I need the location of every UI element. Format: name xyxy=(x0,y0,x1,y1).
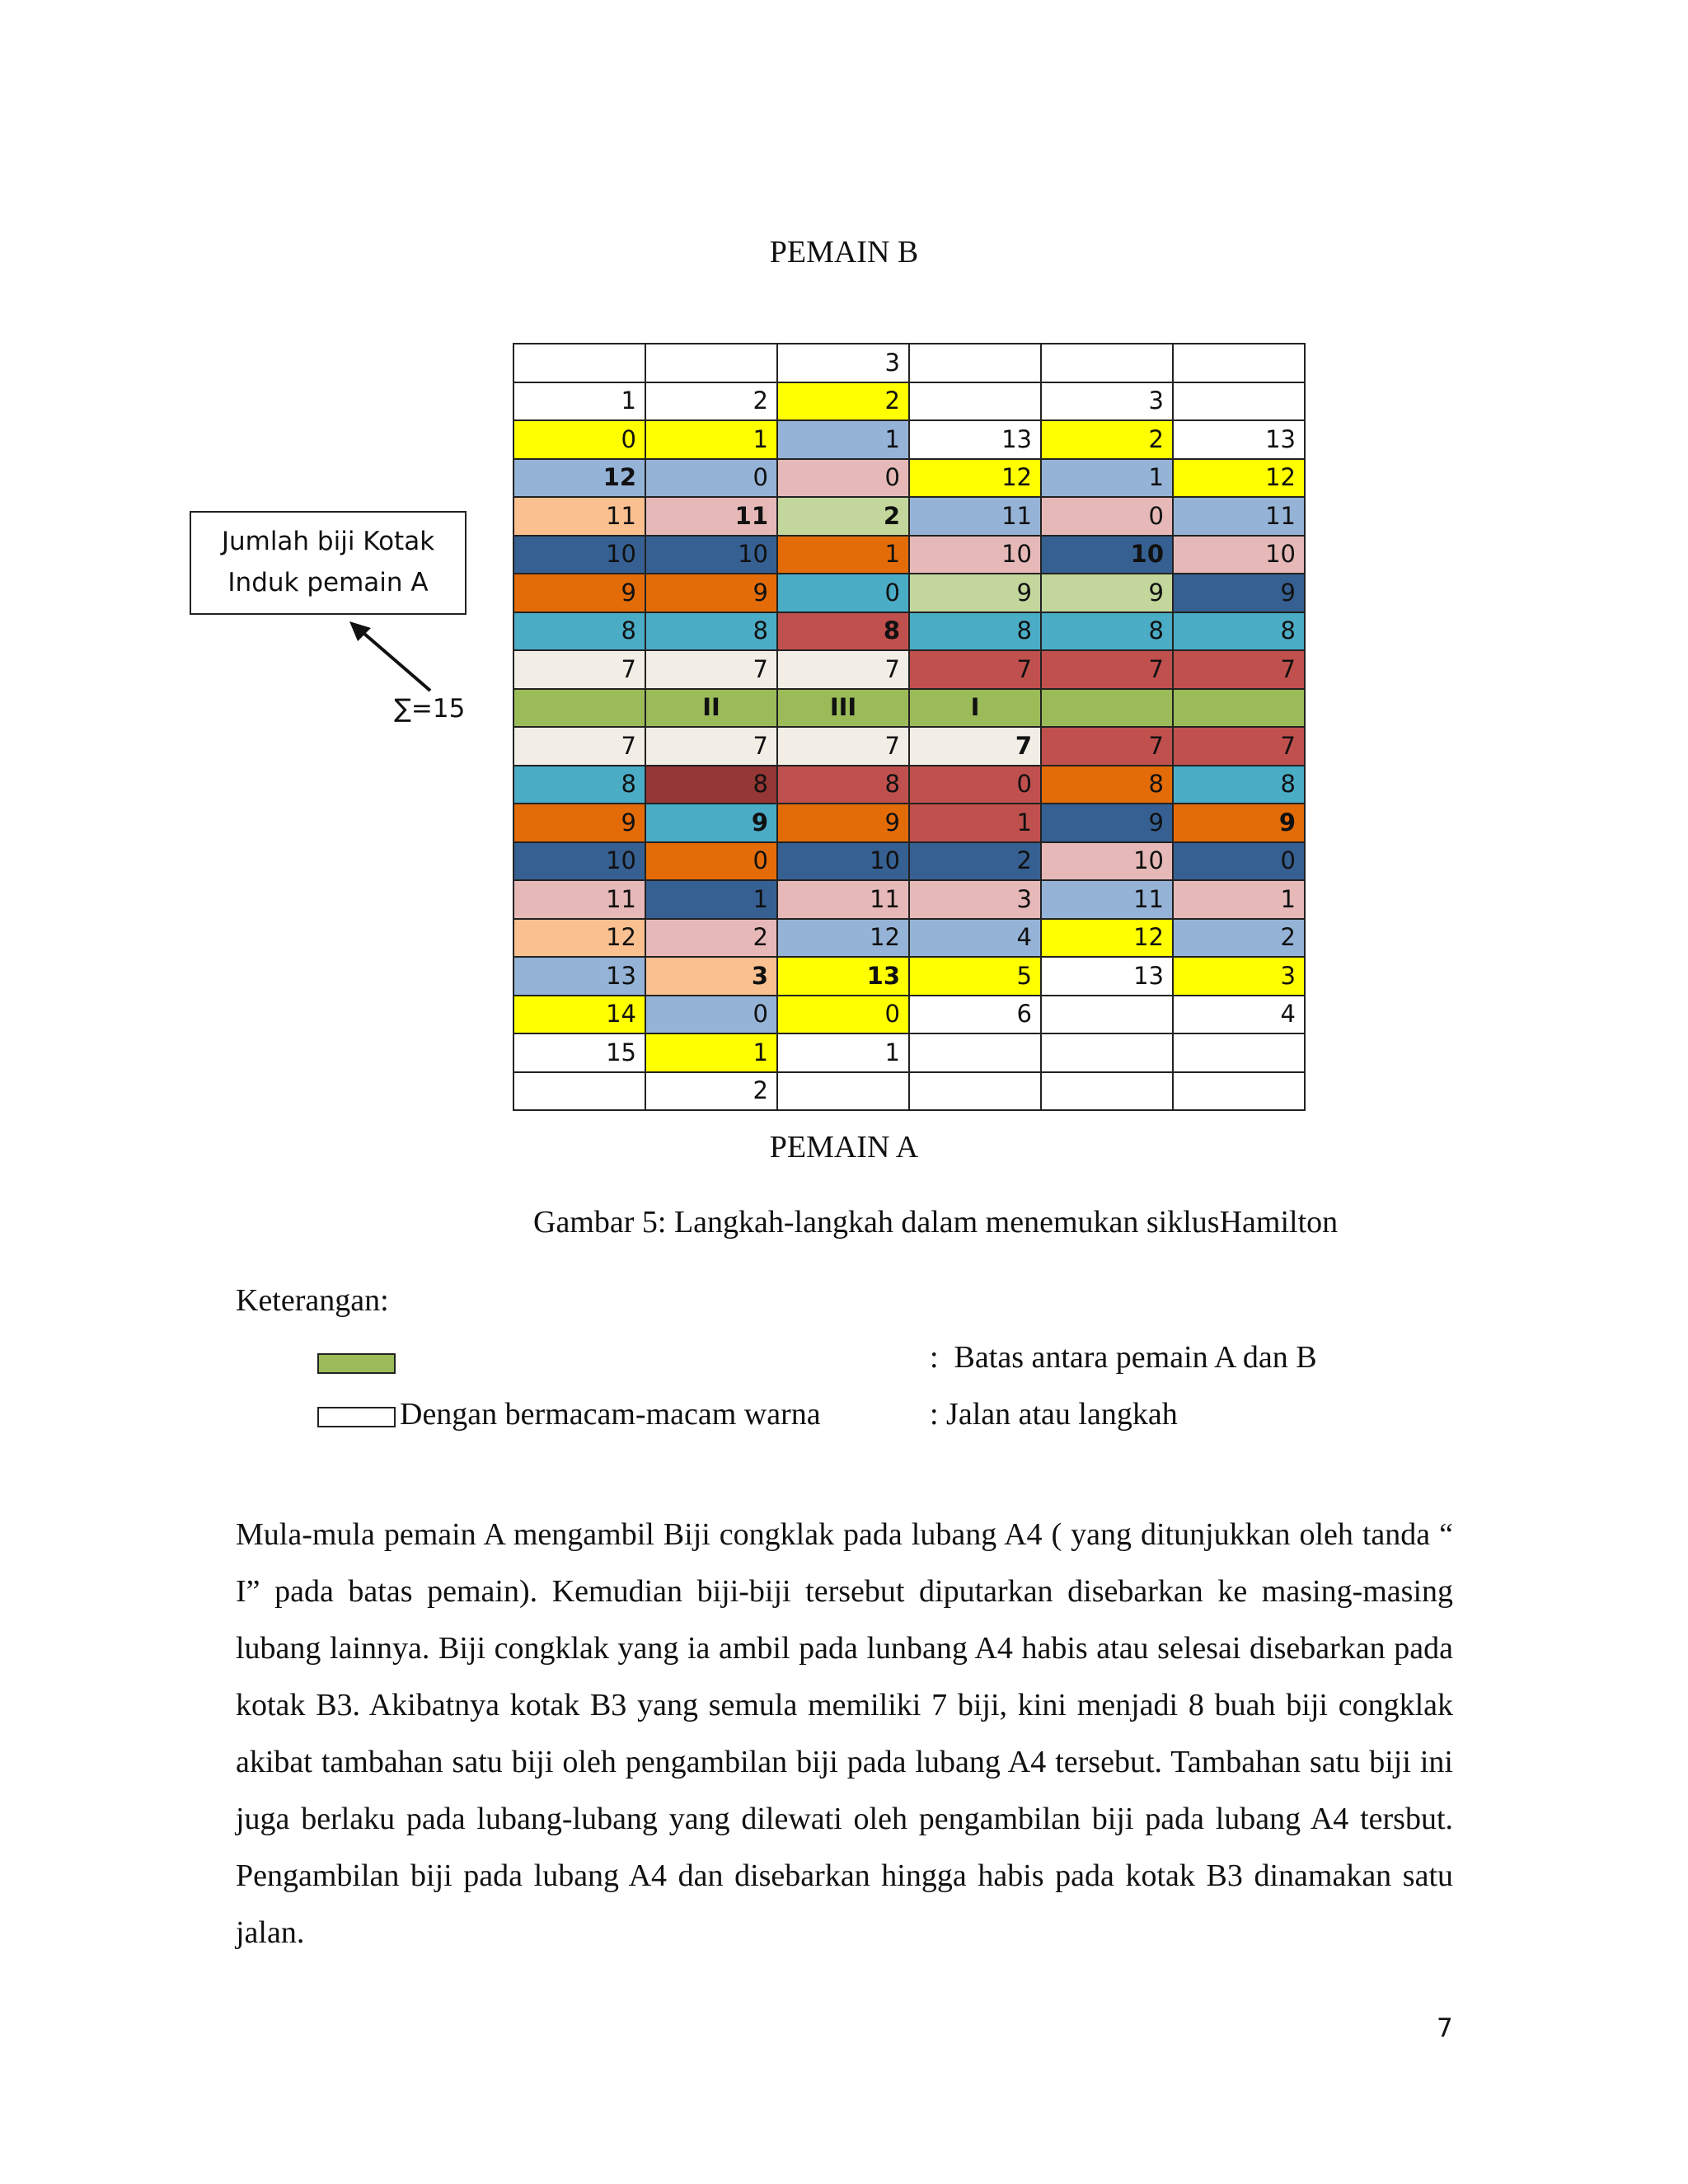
table-row xyxy=(513,766,1305,804)
table-cell: 8 xyxy=(909,612,1041,651)
table-cell: 9 xyxy=(645,574,777,612)
table-cell: 1 xyxy=(645,880,777,919)
table-cell: 0 xyxy=(1041,497,1173,536)
table-row xyxy=(513,650,1305,689)
table-cell: 10 xyxy=(909,536,1041,574)
table-cell xyxy=(777,1072,909,1111)
legend-green-swatch xyxy=(317,1353,396,1374)
table-cell xyxy=(1041,996,1173,1034)
table-row xyxy=(513,382,1305,421)
table-cell xyxy=(909,1033,1041,1072)
table-cell: 3 xyxy=(777,344,909,382)
table-row xyxy=(513,804,1305,842)
table-cell: 0 xyxy=(777,996,909,1034)
table-cell: 8 xyxy=(1173,612,1305,651)
table-cell: 1 xyxy=(909,804,1041,842)
table-cell: 8 xyxy=(1041,766,1173,804)
arrow-up-left-icon xyxy=(346,620,445,702)
table-cell: 11 xyxy=(1041,880,1173,919)
table-row xyxy=(513,612,1305,651)
table-cell: 8 xyxy=(1173,766,1305,804)
table-cell: 7 xyxy=(1173,650,1305,689)
table-cell xyxy=(909,344,1041,382)
table-row xyxy=(513,727,1305,766)
mother-store-box xyxy=(190,511,467,615)
table-cell: 7 xyxy=(777,727,909,766)
table-cell: 10 xyxy=(1173,536,1305,574)
table-cell: 11 xyxy=(1173,497,1305,536)
table-cell xyxy=(1173,1072,1305,1111)
table-cell: 2 xyxy=(1041,420,1173,459)
table-cell: 12 xyxy=(1173,459,1305,498)
table-cell: 7 xyxy=(645,727,777,766)
legend-white-description: : Jalan atau langkah xyxy=(930,1397,1178,1432)
table-cell: 1 xyxy=(645,420,777,459)
mother-store-label-line2: Induk pemain A xyxy=(227,568,429,598)
table-cell: 14 xyxy=(513,996,645,1034)
table-cell: 0 xyxy=(645,996,777,1034)
table-cell: 0 xyxy=(513,420,645,459)
player-b-heading: PEMAIN B xyxy=(769,235,919,269)
table-cell xyxy=(1173,382,1305,421)
table-cell xyxy=(645,344,777,382)
player-a-heading: PEMAIN A xyxy=(769,1130,919,1165)
table-cell: 13 xyxy=(513,957,645,996)
table-row xyxy=(513,957,1305,996)
table-cell: 1 xyxy=(645,1033,777,1072)
table-cell: 0 xyxy=(1173,842,1305,881)
table-cell: 2 xyxy=(777,497,909,536)
body-paragraph: Mula-mula pemain A mengambil Biji congklak pada lubang A4 ( yang ditunjukkan oleh tanda “ I” pada batas pemain). Kemudian biji-biji tersebut diputarkan disebarkan ke masing-masing lubang lainnya. Biji congklak yang ia ambil pada lunbang A4 habis atau selesai disebarkan pada kotak B3. Akibatnya kotak B3 yang semula memiliki 7 biji, kini menjadi 8 buah biji congklak akibat tambahan satu biji oleh pengambilan biji pada lubang A4 tersebut. Tambahan satu biji ini juga berlaku pada lubang-lubang yang dilewati oleh pengambilan biji pada lubang A4 tersbut. Pengambilan biji pada lubang A4 dan disebarkan hingga habis pada kotak B3 dinamakan satu jalan. xyxy=(236,1517,1453,1950)
table-cell: 9 xyxy=(777,804,909,842)
table-row xyxy=(513,1033,1305,1072)
table-cell: 13 xyxy=(777,957,909,996)
table-cell: 7 xyxy=(1041,650,1173,689)
table-cell: 10 xyxy=(1041,842,1173,881)
table-row xyxy=(513,996,1305,1034)
table-cell: 3 xyxy=(1173,957,1305,996)
table-cell: 1 xyxy=(777,1033,909,1072)
legend-white-label: Dengan bermacam-macam warna xyxy=(400,1397,821,1432)
table-cell: 9 xyxy=(513,574,645,612)
table-cell: 13 xyxy=(1173,420,1305,459)
table-cell: 9 xyxy=(1173,804,1305,842)
table-cell: 9 xyxy=(1041,574,1173,612)
table-cell: 12 xyxy=(1041,919,1173,958)
table-cell: 9 xyxy=(1173,574,1305,612)
table-row xyxy=(513,574,1305,612)
table-cell: 0 xyxy=(777,574,909,612)
table-cell: 2 xyxy=(645,1072,777,1111)
table-cell xyxy=(1173,344,1305,382)
table-cell: 3 xyxy=(1041,382,1173,421)
legend-green-description: : Batas antara pemain A dan B xyxy=(930,1340,1317,1375)
table-cell: 8 xyxy=(1041,612,1173,651)
table-cell: I xyxy=(909,689,1041,728)
table-cell: II xyxy=(645,689,777,728)
table-cell: 2 xyxy=(1173,919,1305,958)
table-cell: 1 xyxy=(1173,880,1305,919)
table-cell: 5 xyxy=(909,957,1041,996)
table-row xyxy=(513,536,1305,574)
table-cell: 1 xyxy=(513,382,645,421)
table-cell: III xyxy=(777,689,909,728)
table-cell: 7 xyxy=(909,650,1041,689)
table-row xyxy=(513,919,1305,958)
table-cell: 2 xyxy=(777,382,909,421)
table-cell: 1 xyxy=(777,420,909,459)
table-row xyxy=(513,344,1305,382)
table-row xyxy=(513,842,1305,881)
table-cell: 7 xyxy=(777,650,909,689)
legend-white-swatch xyxy=(317,1407,396,1427)
table-row xyxy=(513,1072,1305,1111)
table-cell: 10 xyxy=(513,536,645,574)
table-cell: 13 xyxy=(909,420,1041,459)
table-cell: 12 xyxy=(909,459,1041,498)
table-cell: 11 xyxy=(777,880,909,919)
table-cell: 11 xyxy=(909,497,1041,536)
table-cell: 3 xyxy=(645,957,777,996)
table-cell: 2 xyxy=(645,382,777,421)
table-cell xyxy=(1041,1033,1173,1072)
table-cell: 1 xyxy=(1041,459,1173,498)
table-cell: 0 xyxy=(777,459,909,498)
table-cell: 11 xyxy=(513,497,645,536)
sum-label: ∑=15 xyxy=(394,694,466,724)
table-cell: 10 xyxy=(645,536,777,574)
table-cell xyxy=(513,344,645,382)
table-cell: 12 xyxy=(513,919,645,958)
table-cell: 9 xyxy=(909,574,1041,612)
table-cell xyxy=(513,689,645,728)
table-cell xyxy=(909,1072,1041,1111)
table-cell: 8 xyxy=(777,766,909,804)
congklak-steps-table xyxy=(513,343,1306,1111)
table-cell: 12 xyxy=(513,459,645,498)
table-cell: 11 xyxy=(645,497,777,536)
table-cell: 15 xyxy=(513,1033,645,1072)
table-cell: 7 xyxy=(909,727,1041,766)
table-cell: 11 xyxy=(513,880,645,919)
table-cell: 4 xyxy=(1173,996,1305,1034)
legend-heading: Keterangan: xyxy=(236,1283,389,1318)
table-cell xyxy=(513,1072,645,1111)
table-cell xyxy=(1173,689,1305,728)
table-cell: 7 xyxy=(1041,727,1173,766)
table-cell: 7 xyxy=(645,650,777,689)
table-cell xyxy=(909,382,1041,421)
table-cell: 8 xyxy=(645,766,777,804)
table-cell: 0 xyxy=(909,766,1041,804)
table-cell: 8 xyxy=(777,612,909,651)
table-cell: 1 xyxy=(777,536,909,574)
table-cell: 8 xyxy=(645,612,777,651)
table-cell xyxy=(1041,1072,1173,1111)
table-cell: 2 xyxy=(645,919,777,958)
table-cell: 8 xyxy=(513,766,645,804)
table-cell: 12 xyxy=(777,919,909,958)
table-cell: 0 xyxy=(645,842,777,881)
table-cell xyxy=(1041,689,1173,728)
table-cell: 2 xyxy=(909,842,1041,881)
figure-caption: Gambar 5: Langkah-langkah dalam menemukan siklusHamilton xyxy=(533,1205,1339,1240)
table-cell: 10 xyxy=(1041,536,1173,574)
table-cell: 7 xyxy=(513,727,645,766)
mother-store-label-line1: Jumlah biji Kotak xyxy=(221,527,435,557)
table-row xyxy=(513,880,1305,919)
table-cell: 0 xyxy=(645,459,777,498)
table-cell: 9 xyxy=(645,804,777,842)
table-cell: 4 xyxy=(909,919,1041,958)
table-cell: 7 xyxy=(1173,727,1305,766)
table-cell: 8 xyxy=(513,612,645,651)
table-cell: 3 xyxy=(909,880,1041,919)
table-cell: 13 xyxy=(1041,957,1173,996)
table-cell xyxy=(1041,344,1173,382)
table-row xyxy=(513,459,1305,498)
table-row xyxy=(513,497,1305,536)
table-cell: 10 xyxy=(777,842,909,881)
table-cell: 9 xyxy=(513,804,645,842)
table-cell: 9 xyxy=(1041,804,1173,842)
page-number: 7 xyxy=(1437,2013,1453,2043)
table-cell: 7 xyxy=(513,650,645,689)
table-cell: 6 xyxy=(909,996,1041,1034)
table-row xyxy=(513,420,1305,459)
table-row xyxy=(513,689,1305,728)
table-cell xyxy=(1173,1033,1305,1072)
table-cell: 10 xyxy=(513,842,645,881)
